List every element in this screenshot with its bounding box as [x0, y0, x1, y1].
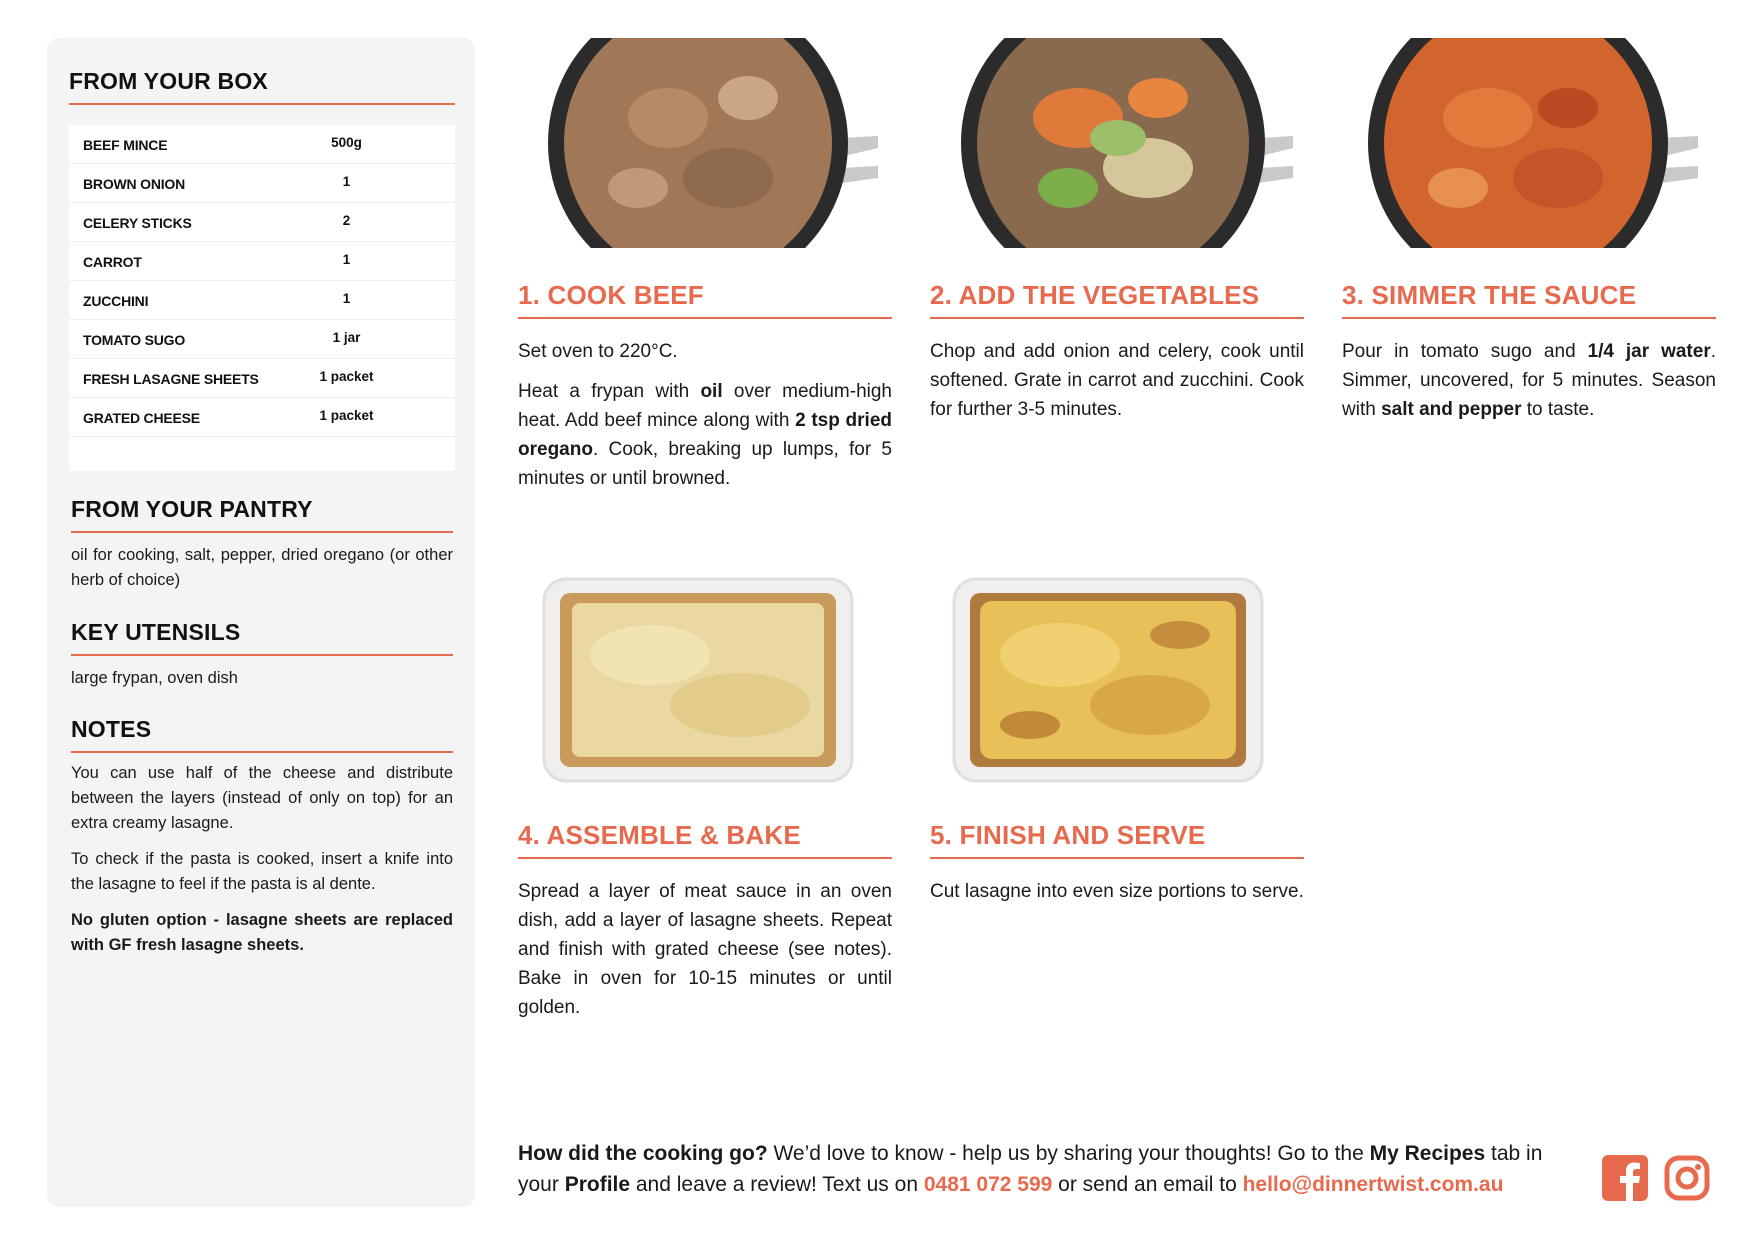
step-5-image: [950, 575, 1266, 785]
ingredient-name: GRATED CHEESE: [83, 410, 200, 426]
utensils-text: large frypan, oven dish: [71, 669, 238, 687]
phone-link[interactable]: 0481 072 599: [923, 1173, 1053, 1196]
ingredient-name: BEEF MINCE: [83, 137, 168, 153]
ingredient-name: FRESH LASAGNE SHEETS: [83, 371, 259, 387]
table-row: [69, 125, 455, 164]
text-run: to taste.: [1521, 399, 1595, 420]
table-row: [69, 164, 455, 203]
bold-ingredient: oil: [700, 381, 723, 402]
ingredient-name: BROWN ONION: [83, 176, 186, 192]
step-2-image: [958, 38, 1294, 248]
ingredients-sidebar: [47, 38, 475, 1207]
ingredient-qty: 2: [342, 213, 351, 228]
table-row: [69, 398, 455, 437]
footer-question: How did the cooking go?: [518, 1142, 768, 1165]
step-2-title: 2. ADD THE VEGETABLES: [930, 280, 1304, 319]
step-4-title: 4. ASSEMBLE & BAKE: [518, 820, 892, 859]
ingredient-qty: 1 packet: [319, 408, 374, 423]
text-run: Pour in tomato sugo and: [1342, 341, 1588, 362]
pantry-text: oil for cooking, salt, pepper, dried oregano (or other herb of choice): [71, 546, 453, 589]
ingredient-qty: 1: [342, 174, 351, 189]
step-5-title: 5. FINISH AND SERVE: [930, 820, 1304, 859]
key-utensils-heading: KEY UTENSILS: [71, 619, 453, 656]
notes-heading: NOTES: [71, 716, 453, 753]
step-3-image: [1368, 38, 1704, 248]
ingredient-qty: 1 packet: [319, 369, 374, 384]
notes-paragraph: To check if the pasta is cooked, insert a knife into the lasagne to feel if the pasta is al dente.: [71, 850, 453, 893]
facebook-icon[interactable]: [1602, 1155, 1648, 1201]
ingredient-qty: 500g: [331, 135, 362, 150]
step-3-paragraph: [1342, 337, 1716, 424]
step-5-text: [930, 877, 1304, 917]
step-4-paragraph: Spread a layer of meat sauce in an oven dish, add a layer of lasagne sheets. Repeat and finish with grated cheese (see notes). Bake in oven for 10-15 minutes or until golden.: [518, 881, 892, 1018]
my-recipes-label: My Recipes: [1369, 1142, 1486, 1165]
step-3-text: [1342, 337, 1716, 435]
step-1-paragraph: Set oven to 220°C.: [518, 341, 678, 362]
bold-ingredient: salt and pepper: [1381, 399, 1522, 420]
text-run: We’d love to know - help us by sharing your thoughts! Go to the: [767, 1142, 1370, 1165]
table-row: [69, 242, 455, 281]
table-row: [69, 203, 455, 242]
text-run: Heat a frypan with: [518, 381, 701, 402]
text-run: or send an email to: [1052, 1173, 1243, 1196]
table-row: [69, 320, 455, 359]
ingredient-qty: 1: [342, 252, 351, 267]
text-run: tab in your: [518, 1142, 1543, 1196]
from-your-pantry-heading: FROM YOUR PANTRY: [71, 496, 453, 533]
step-1-paragraph: [518, 377, 892, 493]
table-row: [69, 281, 455, 320]
from-your-box-heading: FROM YOUR BOX: [69, 68, 455, 105]
ingredient-name: CELERY STICKS: [83, 215, 192, 231]
step-2-text: [930, 337, 1304, 435]
text-run: . Cook, breaking up lumps, for 5 minutes or until browned.: [518, 439, 892, 489]
bold-ingredient: 1/4 jar water: [1587, 341, 1711, 362]
step-5-paragraph: Cut lasagne into even size portions to serve.: [930, 881, 1304, 902]
text-run: and leave a review! Text us on: [630, 1173, 924, 1196]
ingredient-name: TOMATO SUGO: [83, 332, 186, 348]
ingredient-qty: 1: [342, 291, 351, 306]
bold-ingredient: 2 tsp dried oregano: [518, 410, 892, 460]
ingredient-name: ZUCCHINI: [83, 293, 149, 309]
profile-label: Profile: [564, 1173, 631, 1196]
feedback-footer: [518, 1138, 1578, 1200]
step-4-text: [518, 877, 892, 1033]
table-row: [69, 359, 455, 398]
text-run: over medium-high heat. Add beef mince along with: [518, 381, 892, 431]
step-1-text: [518, 337, 892, 504]
step-1-image: [548, 38, 884, 248]
step-3-title: 3. SIMMER THE SAUCE: [1342, 280, 1716, 319]
notes-gluten-option: No gluten option - lasagne sheets are replaced with GF fresh lasagne sheets.: [71, 911, 453, 954]
notes-paragraph: You can use half of the cheese and distribute between the layers (instead of only on top) for an extra creamy lasagne.: [71, 764, 453, 832]
ingredients-table: [69, 125, 455, 471]
ingredient-name: CARROT: [83, 254, 142, 270]
text-run: . Simmer, uncovered, for 5 minutes. Season with: [1342, 341, 1716, 420]
email-link[interactable]: hello@dinnertwist.com.au: [1242, 1173, 1504, 1196]
step-2-paragraph: Chop and add onion and celery, cook until softened. Grate in carrot and zucchini. Cook for further 3-5 minutes.: [930, 341, 1304, 420]
instagram-icon[interactable]: [1664, 1155, 1710, 1201]
step-4-image: [540, 575, 856, 785]
step-1-title: 1. COOK BEEF: [518, 280, 892, 319]
ingredient-qty: 1 jar: [332, 330, 361, 345]
